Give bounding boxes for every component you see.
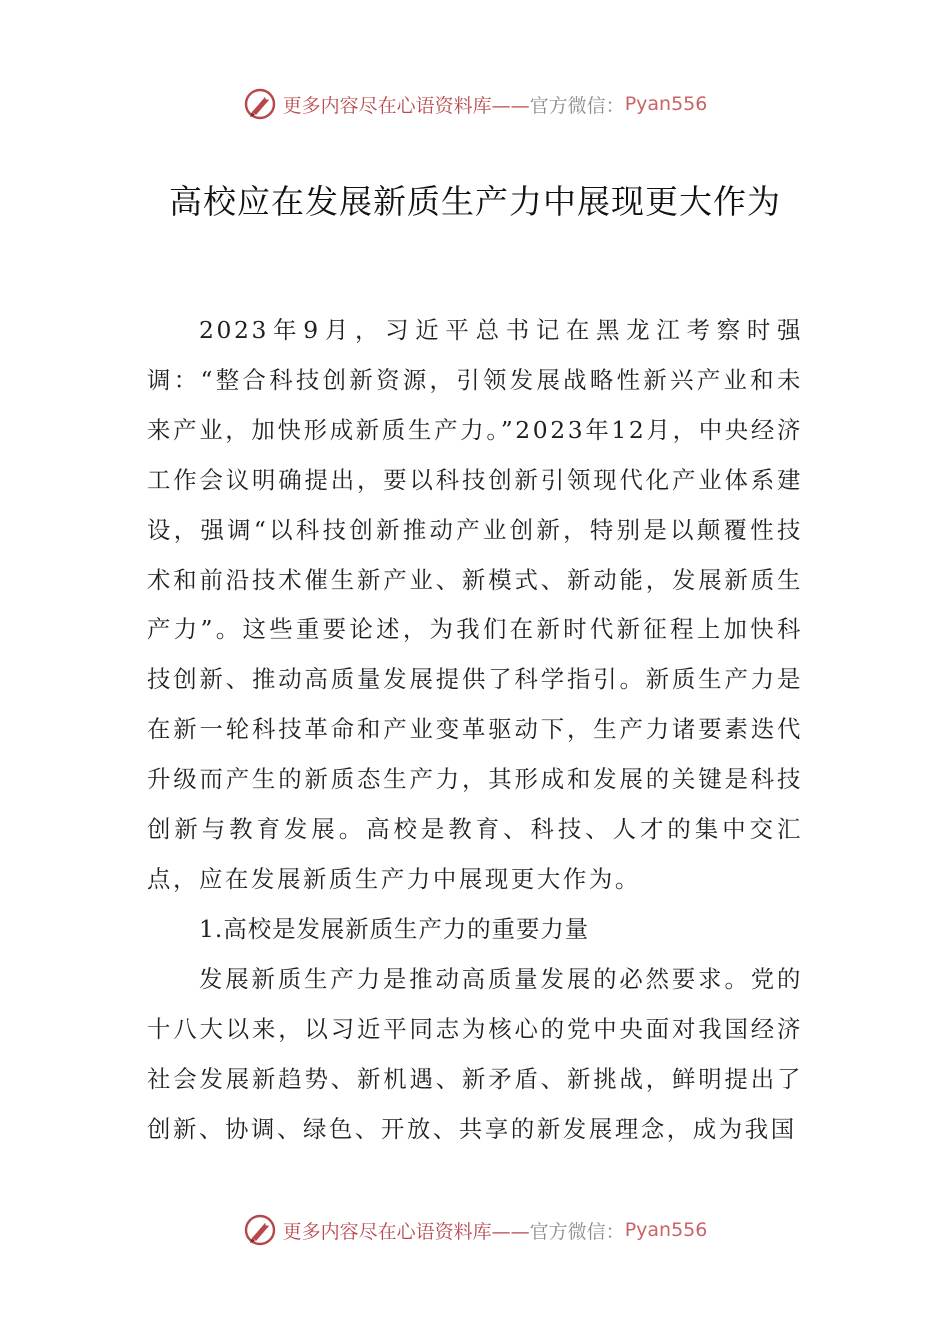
banner-wechat-label: 官方微信： <box>529 1220 625 1243</box>
body-paragraph-intro: 2023年9月，习近平总书记在黑龙江考察时强调：“整合科技创新资源，引领发展战略性新兴产业和未来产业，加快形成新质生产力。”2023年12月，中央经济工作会议明确提出，要以科技创新引领现代化产业体系建设，强调“以科技创新推动产业创新，特别是以颠覆性技术和前沿技术催生新产业、新模式、新动能，发展新质生产力”。这些重要论述，为我们在新时代新征程上加快科技创新、推动高质量发展提供了科学指引。新质生产力是在新一轮科技革命和产业变革驱动下，生产力诸要素迭代升级而产生的新质态生产力，其形成和发展的关键是科技创新与教育发展。高校是教育、科技、人才的集中交汇点，应在发展新质生产力中展现更大作为。 <box>147 316 803 893</box>
banner-wechat-id: Pyan556 <box>624 1219 708 1241</box>
body-paragraph-section-1: 发展新质生产力是推动高质量发展的必然要求。党的十八大以来，以习近平同志为核心的党中央面对我国经济社会发展新趋势、新机遇、新矛盾、新挑战，鲜明提出了创新、协调、绿色、开放、共享的新发展理念，成为我国 <box>147 964 803 1143</box>
section-heading-1: 1.高校是发展新质生产力的重要力量 <box>199 914 590 943</box>
banner-wechat-label: 官方微信： <box>529 94 625 117</box>
banner-wechat-id: Pyan556 <box>624 93 708 115</box>
document-body <box>147 306 803 1154</box>
pen-logo-icon <box>243 1213 277 1247</box>
banner-text: 更多内容尽在心语资料库—— <box>282 94 530 117</box>
pen-logo-icon <box>243 87 277 121</box>
banner-text: 更多内容尽在心语资料库—— <box>282 1220 530 1243</box>
document-title: 高校应在发展新质生产力中展现更大作为 <box>169 182 781 221</box>
footer-watermark-banner <box>0 1210 950 1250</box>
header-watermark-banner <box>0 84 950 124</box>
